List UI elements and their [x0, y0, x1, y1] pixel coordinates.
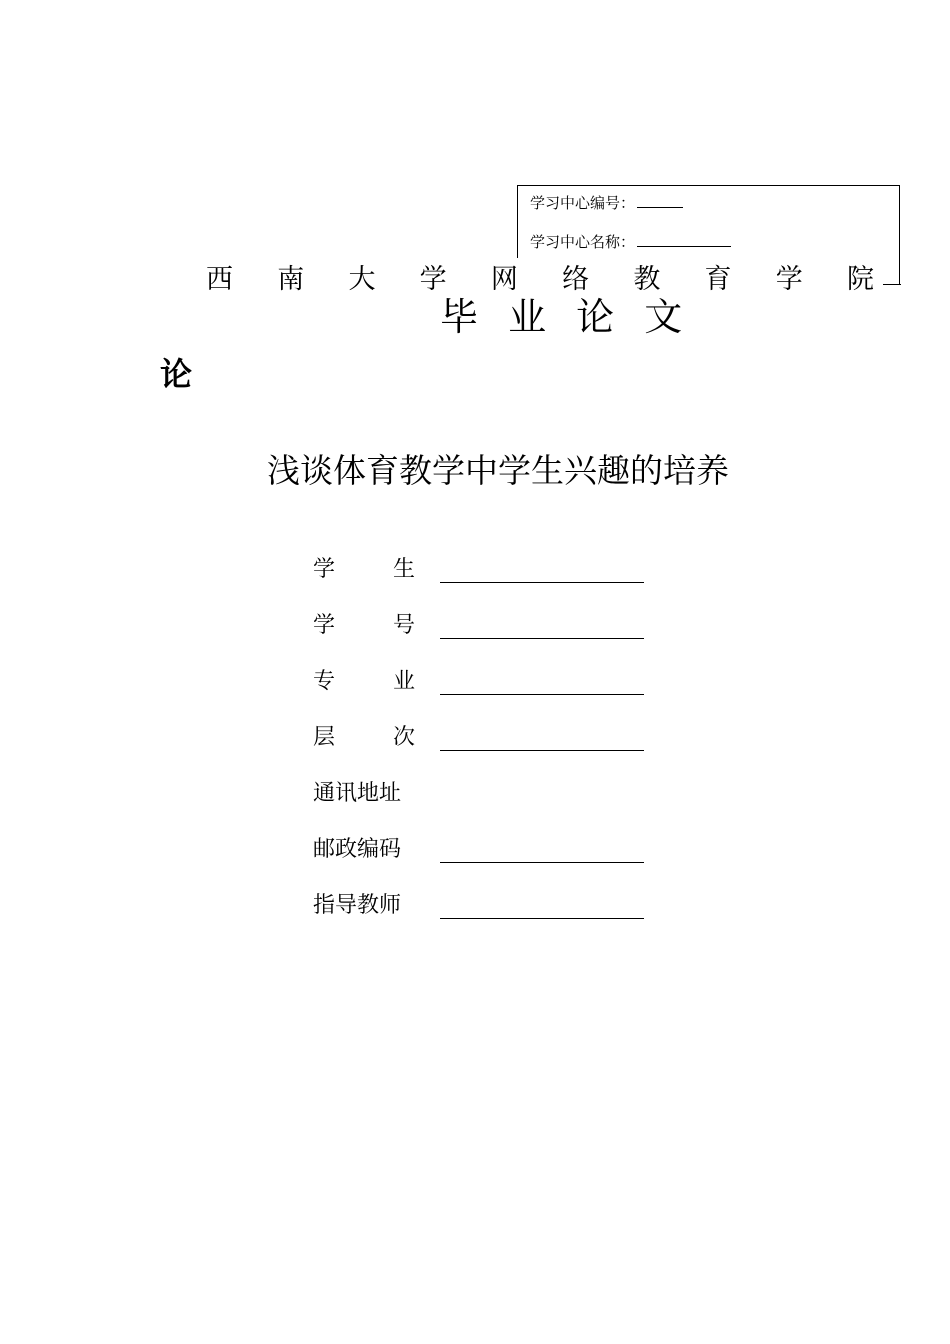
college-char: 学 [419, 264, 447, 295]
college-char: 大 [348, 264, 376, 295]
major-label: 专 业 [313, 669, 415, 694]
student-label: 学 生 [313, 557, 415, 582]
postcode-label: 邮政编码 [313, 837, 402, 862]
level-field[interactable] [440, 750, 644, 751]
college-char: 西 [206, 264, 233, 295]
advisor-field[interactable] [440, 918, 644, 919]
address-label: 通讯地址 [313, 781, 402, 806]
college-char: 院 [846, 264, 874, 295]
college-char: 南 [277, 264, 305, 295]
paper-title: 浅谈体育教学中学生兴趣的培养 [267, 451, 729, 490]
center-name-row [530, 232, 731, 251]
college-char: 学 [775, 264, 803, 295]
box-corner-line [883, 284, 901, 285]
stray-character: 论 [160, 355, 193, 393]
student-field[interactable] [440, 582, 644, 583]
center-number-row [530, 193, 683, 212]
center-number-label: 学习中心编号： [530, 194, 636, 212]
college-char: 教 [633, 264, 661, 295]
college-char: 育 [704, 264, 732, 295]
postcode-field[interactable] [440, 862, 644, 863]
center-name-field[interactable] [637, 232, 731, 247]
center-number-field[interactable] [637, 193, 683, 208]
college-name [206, 263, 878, 297]
major-field[interactable] [440, 694, 644, 695]
center-name-label: 学习中心名称： [530, 233, 636, 251]
level-label: 层 次 [313, 725, 415, 750]
thesis-heading: 毕 业 论 文 [440, 295, 692, 339]
student-id-label: 学 号 [313, 613, 415, 638]
college-char: 络 [562, 264, 590, 295]
advisor-label: 指导教师 [313, 893, 402, 918]
college-char: 网 [490, 264, 518, 295]
student-id-field[interactable] [440, 638, 644, 639]
